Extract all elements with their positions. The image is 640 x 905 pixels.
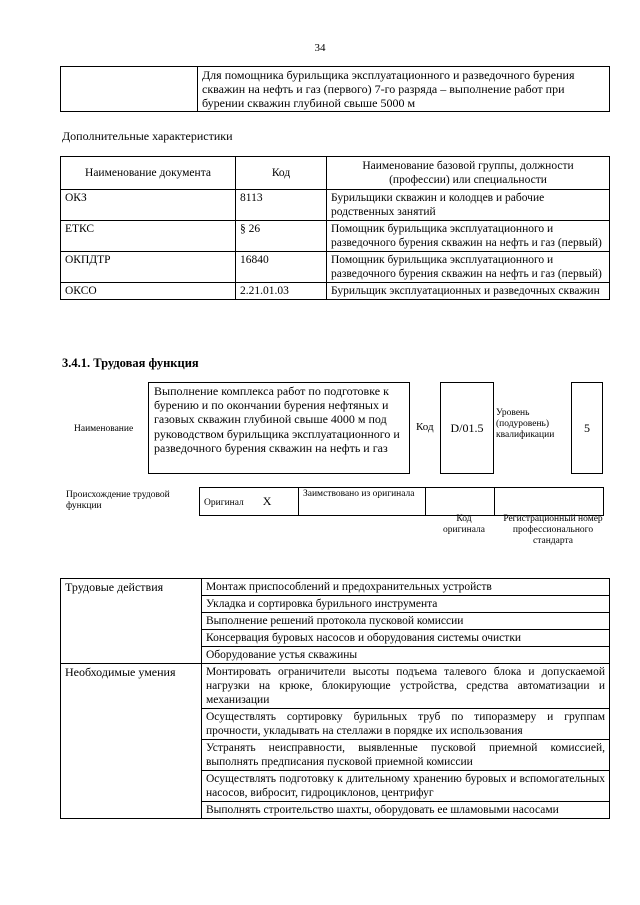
origin-table (199, 487, 604, 516)
function-code-box (440, 382, 494, 474)
origin-mark: X (262, 494, 272, 508)
function-level-label: Уровень (подуровень) квалификации (496, 408, 555, 440)
top-row-table (60, 66, 610, 112)
col-code-header: Код (236, 157, 327, 190)
origin-original-label: Оригинал (204, 498, 244, 508)
col-name-header: Наименование базовой группы, должности (профессии) или специальности (327, 157, 610, 190)
list-item: Устранять неисправности, выявленные пусковой приемной комиссией, выполнять предписания пусковой приемной комиссии (202, 740, 610, 771)
list-item: Консервация буровых насосов и оборудования системы очистки (202, 630, 610, 647)
row-code: 8113 (236, 190, 327, 221)
function-heading: 3.4.1. Трудовая функция (62, 356, 199, 370)
list-item: Осуществлять подготовку к длительному хранению буровых и вспомогательных насосов, вибросит, гидроциклонов, центрифуг (202, 771, 610, 802)
row-code: 2.21.01.03 (236, 283, 327, 300)
origin-label: Происхождение трудовой функции (66, 490, 170, 511)
origin-reg-cell (495, 488, 604, 516)
row-code: 16840 (236, 252, 327, 283)
function-details-table (60, 578, 610, 819)
function-code-label: Код (416, 421, 434, 433)
list-item: Осуществлять сортировку бурильных труб по типоразмеру и группам прочности, укладывать на стеллажи в порядке их использования (202, 709, 610, 740)
function-name-box (148, 382, 410, 474)
additional-header-row (61, 157, 610, 190)
list-item: Выполнять строительство шахты, оборудовать ее шламовыми насосами (202, 802, 610, 819)
list-item: Монтаж приспособлений и предохранительных устройств (202, 579, 610, 596)
function-level-box (571, 382, 603, 474)
function-name-label: Наименование (74, 424, 134, 434)
row-name: Бурильщики скважин и колодцев и рабочие родственных занятий (327, 190, 610, 221)
function-name-value: Выполнение комплекса работ по подготовке к бурению и по окончании бурения нефтяных и газовых скважин глубиной свыше 4000 м под руководством бурильщика эксплуатационного и разведочного бурения скважин на нефть и газ (154, 384, 400, 455)
skills-label: Необходимые умения (61, 664, 202, 819)
list-item: Укладка и сортировка бурильного инструмента (202, 596, 610, 613)
row-name: Помощник бурильщика эксплуатационного и разведочного бурения скважин на нефть и газ (первый) (327, 221, 610, 252)
list-item: Оборудование устья скважины (202, 647, 610, 664)
row-name: Помощник бурильщика эксплуатационного и разведочного бурения скважин на нефть и газ (первый) (327, 252, 610, 283)
top-row-empty-cell (61, 67, 198, 112)
additional-table (60, 156, 610, 300)
actions-label: Трудовые действия (61, 579, 202, 664)
additional-title: Дополнительные характеристики (62, 129, 233, 143)
row-doc: ОКСО (61, 283, 236, 300)
origin-borrowed-label: Заимствовано из оригинала (299, 488, 426, 516)
origin-reg-caption: Регистрационный номер профессионального стандарта (503, 514, 603, 546)
table-row (61, 579, 610, 596)
table-row (61, 252, 610, 283)
row-doc: ОКПДТР (61, 252, 236, 283)
table-row (61, 664, 610, 709)
row-code: § 26 (236, 221, 327, 252)
table-row (61, 221, 610, 252)
top-row-text: Для помощника бурильщика эксплуатационного и разведочного бурения скважин на нефть и газ (первого) 7-го разряда – выполнение работ при бурении скважин глубиной свыше 5000 м (198, 67, 610, 112)
function-level-value: 5 (584, 420, 590, 435)
table-row (61, 283, 610, 300)
row-doc: ЕТКС (61, 221, 236, 252)
col-doc-header: Наименование документа (61, 157, 236, 190)
origin-code-caption: Код оригинала (443, 514, 485, 535)
table-row (61, 190, 610, 221)
list-item: Монтировать ограничители высоты подъема талевого блока и допускаемой нагрузки на крюке, блокирующие устройства, средства автоматизации и механизации (202, 664, 610, 709)
function-code-value: D/01.5 (450, 420, 484, 435)
row-doc: ОКЗ (61, 190, 236, 221)
origin-code-cell (426, 488, 495, 516)
origin-original-cell (200, 488, 299, 516)
page-number: 34 (314, 42, 326, 54)
row-name: Бурильщик эксплуатационных и разведочных скважин (327, 283, 610, 300)
list-item: Выполнение решений протокола пусковой комиссии (202, 613, 610, 630)
